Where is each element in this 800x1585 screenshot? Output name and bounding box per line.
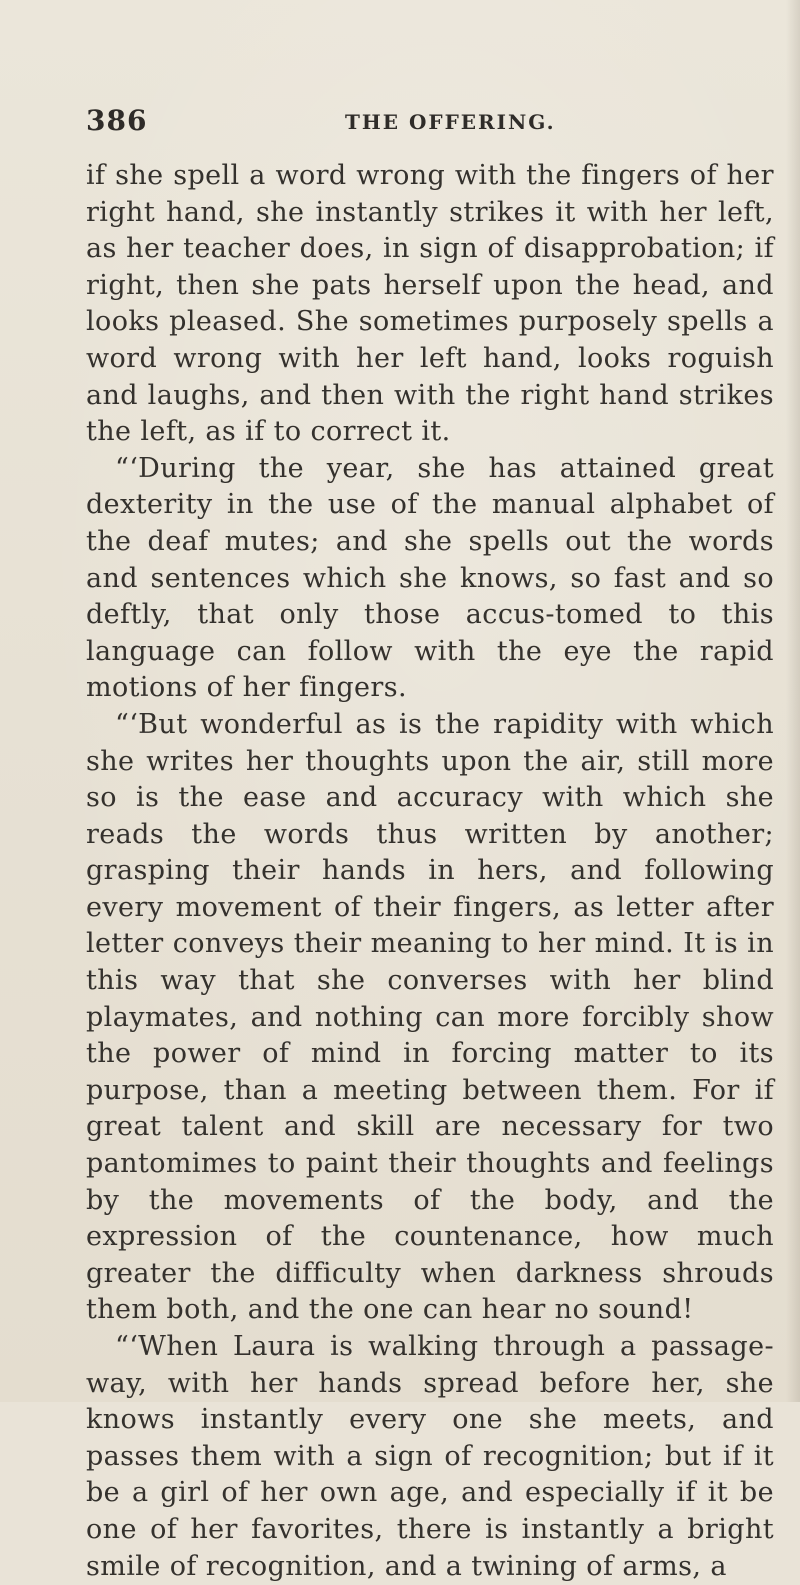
paragraph-laura-walking: “‘When Laura is walking through a passage-way, with her hands spread before her, she knows instantly every one she meets, and passes them with a sign of recognition; but if it be a girl of her own age, and especially if it be one of her favorites, there is instantly a bright smile of recognition, and a twining of arms, a xyxy=(86,1331,774,1582)
running-head xyxy=(86,104,726,144)
paragraph-manual-alphabet: “‘During the year, she has attained great dexterity in the use of the manual alphabet of the deaf mutes; and she spells out the words and sentences which she knows, so fast and so deftly, that only those accus-tomed to this language can follow with the eye the rapid motions of her fingers. xyxy=(86,452,774,704)
paragraph-continuation: if she spell a word wrong with the fingers of her right hand, she instantly strikes it with her left, as her teacher does, in sign of disapprobation; if right, then she pats herself upon the head, and looks pleased. She sometimes purposely spells a word wrong with her left hand, looks roguish and laughs, and then with the right hand strikes the left, as if to correct it. xyxy=(86,160,774,448)
body-text xyxy=(86,158,774,1585)
running-title: THE OFFERING. xyxy=(345,110,556,134)
paragraph-reading-words: “‘But wonderful as is the rapidity with which she writes her thoughts upon the air, still more so is the ease and accuracy with which she reads the words thus written by another; grasping their hands in hers, and following every movement of their fingers, as letter after letter conveys their meaning to her mind. It is in this way that she converses with her blind playmates, and nothing can more forcibly show the power of mind in forcing matter to its purpose, than a meeting between them. For if great talent and skill are necessary for two pantomimes to paint their thoughts and feelings by the movements of the body, and the expression of the countenance, how much greater the difficulty when darkness shrouds them both, and the one can hear no sound! xyxy=(86,708,774,1326)
page-edge-shadow xyxy=(786,0,800,1402)
page-number: 386 xyxy=(86,104,148,137)
